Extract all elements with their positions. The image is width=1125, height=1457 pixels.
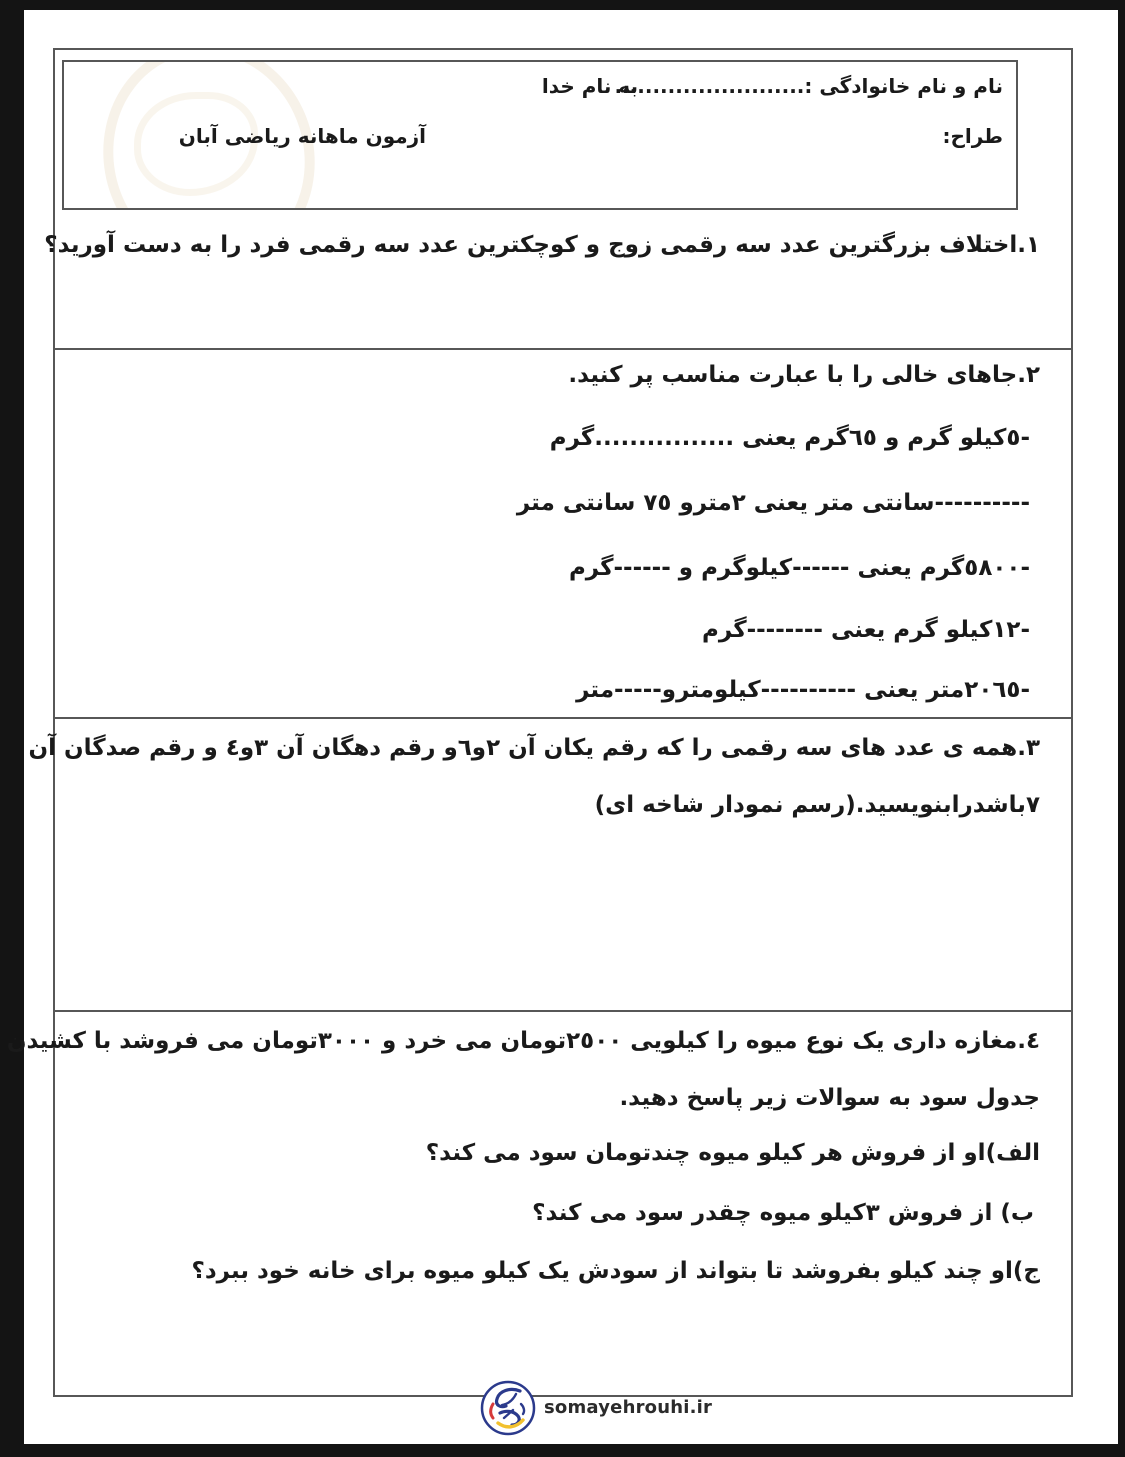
question-3-line-2: ٧باشدرابنویسید.(رسم نمودار شاخه ای) <box>594 792 1040 818</box>
site-logo-icon <box>480 1380 536 1436</box>
calligraphy-logo-icon <box>480 1380 536 1436</box>
exam-title: آزمون ماهانه ریاضی آبان <box>178 124 426 148</box>
site-url-text: somayehrouhi.ir <box>544 1397 713 1418</box>
header-box <box>62 60 1018 210</box>
question-4-line-2: جدول سود به سوالات زیر پاسخ دهید. <box>619 1085 1040 1111</box>
section-divider-3 <box>53 1010 1073 1012</box>
exam-page <box>6 10 1118 1444</box>
question-4-part-a: الف)او از فروش هر کیلو میوه چندتومان سود می کند؟ <box>425 1140 1040 1166</box>
question-2-header: ٢.جاهای خالی را با عبارت مناسب پر کنید. <box>568 362 1040 388</box>
question-4-part-b: ب) از فروش ٣کیلو میوه چقدر سود می کند؟ <box>532 1200 1034 1226</box>
student-name-label: نام و نام خانوادگی :......................... <box>614 74 1003 98</box>
question-4-line-1: ٤.مغازه داری یک نوع میوه را کیلویی ٢٥٠٠تومان می خرد و ٣٠٠٠تومان می فروشد با کشیدن <box>6 1028 1040 1054</box>
section-divider-1 <box>53 348 1073 350</box>
question-4-part-c: ج)او چند کیلو بفروشد تا بتواند از سودش یک کیلو میوه برای خانه خود ببرد؟ <box>191 1258 1040 1284</box>
question-2-item-2: ----------سانتی متر یعنی ٢مترو ٧٥ سانتی متر <box>516 490 1030 516</box>
question-1-text: ١.اختلاف بزرگترین عدد سه رقمی زوج و کوچکترین عدد سه رقمی فرد را به دست آورید؟ <box>44 232 1040 258</box>
section-divider-2 <box>53 717 1073 719</box>
designer-label: طراح: <box>942 124 1003 148</box>
question-2-item-1: -٥کیلو گرم و ٦٥گرم یعنی ................گرم <box>549 425 1030 451</box>
question-3-line-1: ٣.همه ی عدد های سه رقمی را که رقم یکان آن ٢و٦و رقم دهگان آن ٣و٤ و رقم صدگان آن <box>28 735 1040 761</box>
basmala-text: به نام خدا <box>541 74 638 98</box>
question-2-item-5: -٢٠٦٥متر یعنی ----------کیلومترو-----متر <box>576 677 1030 703</box>
question-2-item-3: -٥٨٠٠گرم یعنی ------کیلوگرم و ------گرم <box>568 555 1030 581</box>
question-2-item-4: -١٢کیلو گرم یعنی --------گرم <box>702 617 1030 643</box>
